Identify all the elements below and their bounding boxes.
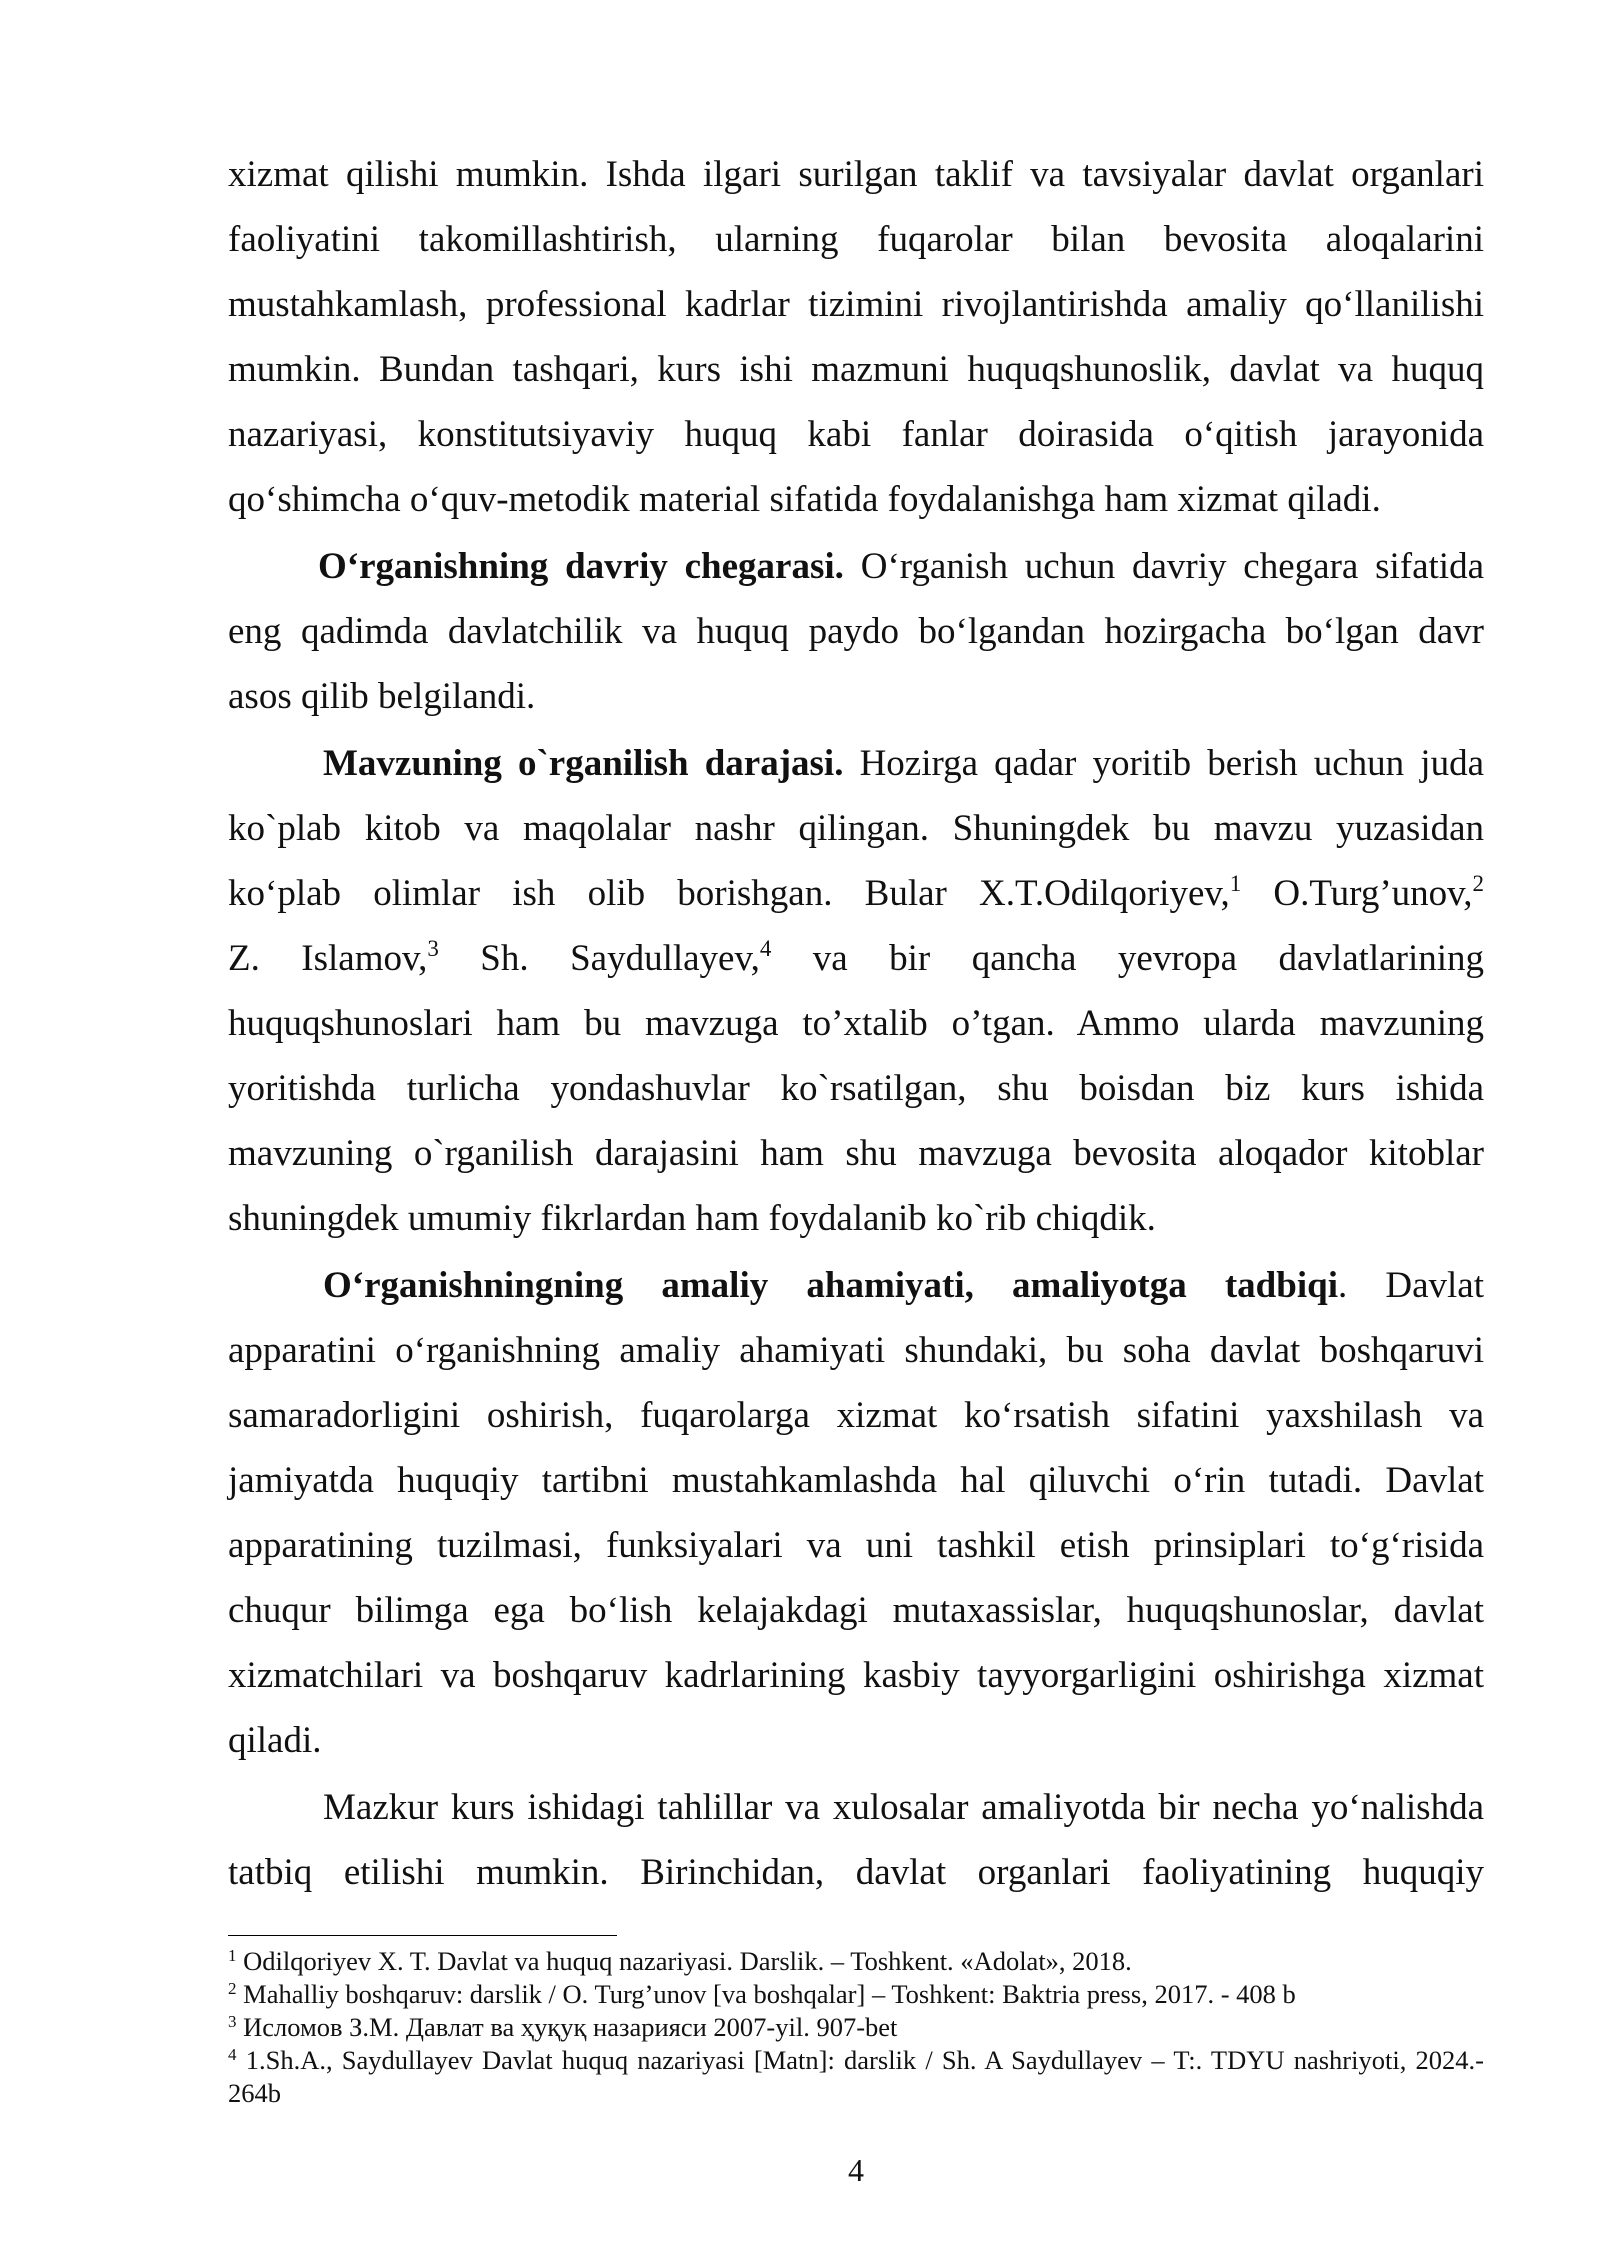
footnote-text: 264b: [228, 2078, 281, 2108]
text-line: faoliyatini takomillashtirish, ularning fuqarolar bilan bevosita aloqalarini: [228, 219, 1484, 260]
text-line: Mazkur kurs ishidagi tahlillar va xulosalar amaliyotda bir necha yo‘nalishda: [323, 1787, 1484, 1828]
text-line: eng qadimda davlatchilik va huquq paydo bo‘lgandan hozirgacha bo‘lgan davr: [228, 611, 1484, 652]
text-line: ko`plab kitob va maqolalar nashr qilingan. Shuningdek bu mavzu yuzasidan: [228, 808, 1484, 849]
text-line: apparatini o‘rganishning amaliy ahamiyati shundaki, bu soha davlat boshqaruvi: [228, 1330, 1484, 1371]
footnote-mark: 1: [228, 1946, 237, 1965]
text-line: jamiyatda huquqiy tartibni mustahkamlashda hal qiluvchi o‘rin tutadi. Davlat: [228, 1460, 1484, 1501]
paragraph: [228, 731, 1484, 1251]
text-line: [228, 926, 1484, 991]
text-line: chuqur bilimga ega bo‘lish kelajakdagi mutaxassislar, huquqshunoslar, davlat: [228, 1590, 1484, 1631]
text-segment: va bir qancha yevropa davlatlarining: [812, 938, 1484, 979]
footnote-ref: 2: [1472, 871, 1484, 896]
paragraph: [228, 1775, 1484, 1905]
paragraph: [228, 142, 1484, 532]
footnote-text: Исломов З.М. Давлат ва ҳуқуқ назарияси 2007-yil. 907-bet: [243, 2012, 898, 2042]
footnote-continuation: [228, 2077, 1484, 2110]
text-line: xizmatchilari va boshqaruv kadrlarining kasbiy tayyorgarligini oshirishga xizmat: [228, 1655, 1484, 1696]
text-line: [228, 534, 1484, 599]
text-segment: ko‘plab olimlar ish olib borishgan. Bular X.T.Odilqoriyev,: [228, 873, 1230, 914]
text-line: nazariyasi, konstitutsiyaviy huquq kabi fanlar doirasida o‘qitish jarayonida: [228, 414, 1484, 455]
text-line: apparatining tuzilmasi, funksiyalari va uni tashkil etish prinsiplari to‘g‘risida: [228, 1525, 1484, 1566]
text-line: qiladi.: [228, 1720, 322, 1761]
text-line: huquqshunoslari ham bu mavzuga to’xtalib o’tgan. Ammo ularda mavzuning: [228, 1003, 1484, 1044]
text-line: [228, 731, 1484, 796]
footnote-text: 1.Sh.A., Saydullayev Davlat huquq nazariyasi [Matn]: darslik / Sh. A Saydullayev – T:. TDYU nashriyoti, 2024.-: [245, 2045, 1484, 2075]
paragraph-heading: O‘rganishningning amaliy ahamiyati, amaliyotga tadbiqi: [323, 1265, 1338, 1306]
text-segment: Z. Islamov,: [228, 938, 428, 979]
text-line: mavzuning o`rganilish darajasini ham shu mavzuga bevosita aloqador kitoblar: [228, 1133, 1484, 1174]
footnote-ref: 4: [759, 936, 772, 961]
footnote-ref: 1: [1229, 871, 1242, 896]
text-segment: . Davlat: [1337, 1265, 1484, 1306]
footnote-separator: [228, 1935, 617, 1936]
footnotes: [228, 1945, 1484, 2110]
text-line: qo‘shimcha o‘quv-metodik material sifatida foydalanishga ham xizmat qiladi.: [228, 479, 1381, 520]
text-segment: O‘rganish uchun davriy chegara sifatida: [860, 546, 1485, 587]
text-line: xizmat qilishi mumkin. Ishda ilgari surilgan taklif va tavsiyalar davlat organlari: [228, 154, 1484, 195]
text-line: mumkin. Bundan tashqari, kurs ishi mazmuni huquqshunoslik, davlat va huquq: [228, 349, 1484, 390]
footnote-mark: 2: [228, 1979, 237, 1998]
text-line: samaradorligini oshirish, fuqarolarga xizmat ko‘rsatish sifatini yaxshilash va: [228, 1395, 1484, 1436]
footnote-ref: 3: [427, 936, 439, 961]
footnote-text: Mahalliy boshqaruv: darslik / O. Turg’unov [va boshqalar] – Toshkent: Baktria press, 2017. - 408 b: [243, 1979, 1296, 2009]
paragraph: [228, 1253, 1484, 1773]
text-line: shuningdek umumiy fikrlardan ham foydalanib ko`rib chiqdik.: [228, 1198, 1156, 1239]
text-line: [228, 861, 1484, 926]
paragraph: [228, 534, 1484, 729]
footnote: [228, 1978, 1484, 2011]
footnote: [228, 1945, 1484, 1978]
page-number: 4: [848, 2152, 864, 2188]
footnote: [228, 2011, 1484, 2044]
footnote: [228, 2044, 1484, 2077]
text-line: tatbiq etilishi mumkin. Birinchidan, davlat organlari faoliyatining huquqiy: [228, 1852, 1484, 1893]
document-body: [228, 140, 1484, 1905]
text-segment: Sh. Saydullayev,: [480, 938, 760, 979]
text-segment: O.Turg’unov,: [1273, 873, 1473, 914]
footnote-text: Odilqoriyev X. T. Davlat va huquq nazariyasi. Darslik. – Toshkent. «Adolat», 2018.: [243, 1946, 1132, 1976]
paragraph-heading: O‘rganishning davriy chegarasi.: [318, 546, 844, 587]
paragraph-heading: Mavzuning o`rganilish darajasi.: [323, 743, 844, 784]
footnote-mark: 4: [228, 2045, 237, 2064]
text-line: yoritishda turlicha yondashuvlar ko`rsatilgan, shu boisdan biz kurs ishida: [228, 1068, 1484, 1109]
text-segment: Hozirga qadar yoritib berish uchun juda: [859, 743, 1484, 784]
text-line: asos qilib belgilandi.: [228, 676, 536, 717]
footnote-mark: 3: [228, 2012, 237, 2031]
text-line: mustahkamlash, professional kadrlar tizimini rivojlantirishda amaliy qo‘llanilishi: [228, 284, 1484, 325]
text-line: [228, 1253, 1484, 1318]
